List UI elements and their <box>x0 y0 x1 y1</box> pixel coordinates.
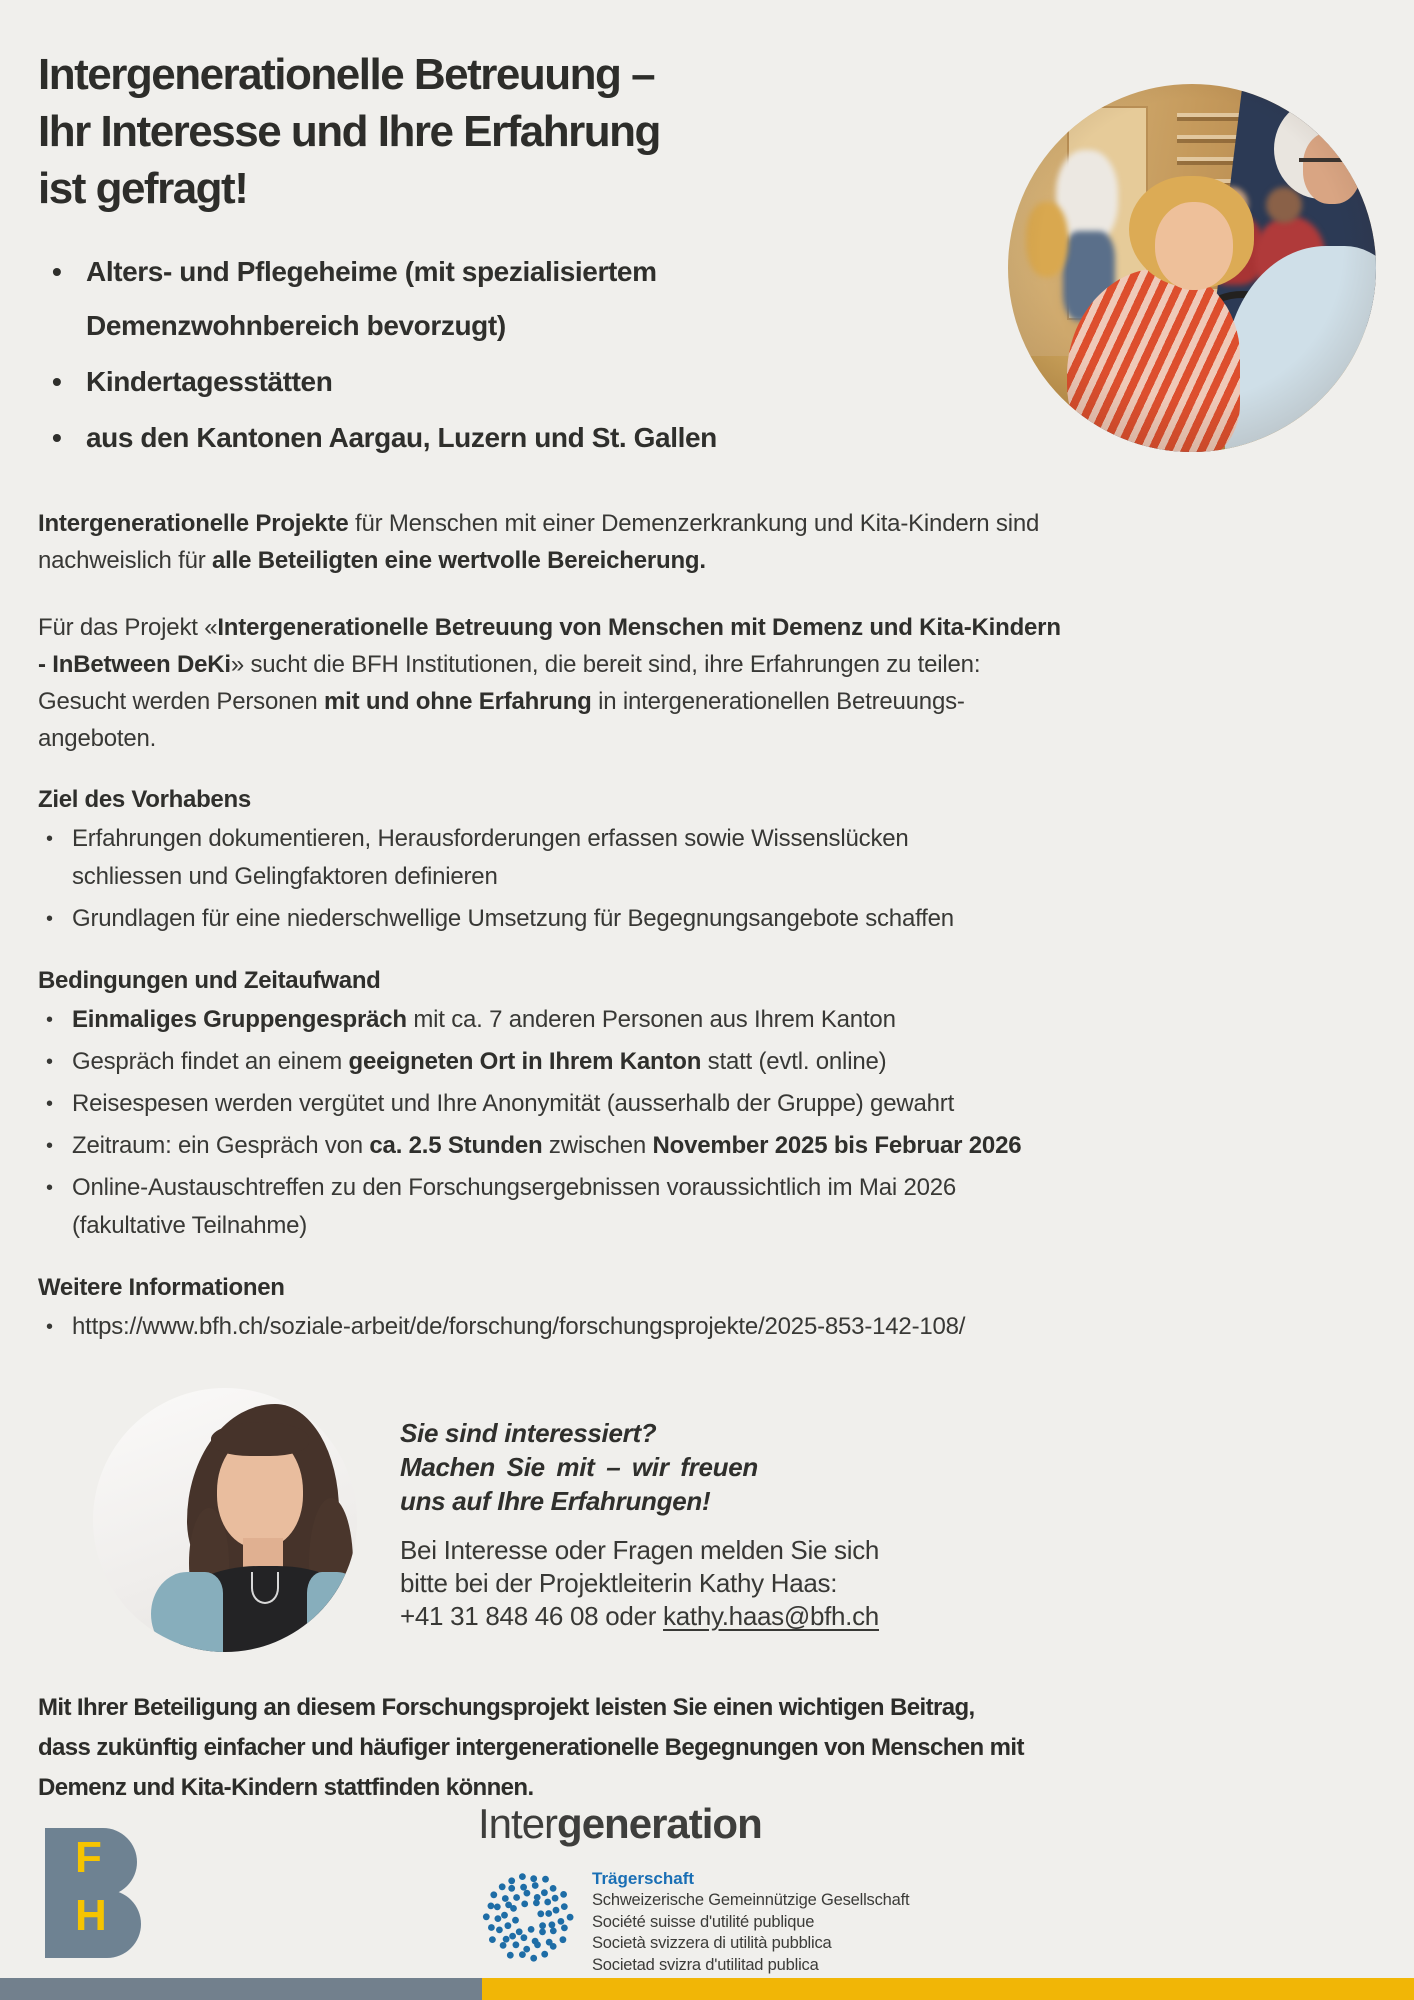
carrier-line: Société suisse d'utilité publique <box>592 1912 815 1931</box>
carrier-line: Societad svizra d'utilitad publica <box>592 1955 819 1974</box>
section-heading-info: Weitere Informationen <box>38 1274 285 1301</box>
contact-block <box>38 1388 1114 1652</box>
paragraph-projects: Intergenerationelle Projekte für Menschen mit einer Demenzerkrankung und Kita-Kindern sind nachweislich für alle Beteiligten eine wertvolle Bereicherung. <box>38 510 1040 574</box>
project-url-link[interactable]: https://www.bfh.ch/soziale-arbeit/de/forschung/forschungsprojekte/2025-853-142-108/ <box>72 1313 966 1340</box>
list-item: • Alters- und Pflegeheime (mit spezialisiertem Demenzwohnbereich bevorzugt) <box>38 245 798 353</box>
footer-bar <box>0 1978 1414 2000</box>
cta-text: Sie sind interessiert? Machen Sie mit – wir freuen uns auf Ihre Erfahrungen! <box>400 1418 758 1516</box>
sgg-dots-icon <box>477 1864 579 1970</box>
bfh-logo <box>45 1828 145 1958</box>
bfh-letter-f: F <box>75 1833 102 1882</box>
email-link[interactable]: kathy.haas@bfh.ch <box>663 1601 879 1631</box>
list-item: • Online-Austauschtreffen zu den Forschungsergebnissen voraussichtlich im Mai 2026 (fakultative Teilnahme) <box>38 1169 1108 1245</box>
title-line-1: Intergenerationelle Betreuung – <box>38 50 655 99</box>
section-heading-conditions: Bedingungen und Zeitaufwand <box>38 967 381 994</box>
title-line-2: Ihr Interesse und Ihre Erfahrung <box>38 107 660 156</box>
carrier-block <box>592 1868 909 1976</box>
carrier-line: Schweizerische Gemeinnützige Gesellschaft <box>592 1891 910 1909</box>
conditions-list <box>38 1001 1108 1245</box>
info-list <box>38 1308 1108 1346</box>
paragraph-project-search: Für das Projekt «Intergenerationelle Betreuung von Menschen mit Demenz und Kita-Kindern - InBetween DeKi» sucht die BFH Institutionen, die bereit sind, ihre Erfahrungen zu teilen: Gesucht werden Personen mit und ohne Erfahrung in intergenerationellen Betreuungs- angeboten. <box>38 614 1061 752</box>
carrier-title: Trägerschaft <box>592 1869 695 1888</box>
list-item: • aus den Kantonen Aargau, Luzern und St. Gallen <box>38 411 798 465</box>
project-lead-portrait-photo <box>93 1388 357 1652</box>
contact-info-text: Bei Interesse oder Fragen melden Sie sich bitte bei der Projektleiterin Kathy Haas: +41 31 848 46 08 oder kathy.haas@bfh.ch <box>400 1535 880 1631</box>
page-title <box>38 46 1114 217</box>
list-item: • Zeitraum: ein Gespräch von ca. 2.5 Stunden zwischen November 2025 bis Februar 2026 <box>38 1127 1108 1165</box>
closing-paragraph: Mit Ihrer Beteiligung an diesem Forschungsprojekt leisten Sie einen wichtigen Beitrag, dass zukünftig einfacher und häufiger intergenerationelle Begegnungen von Menschen mit Demenz und Kita-Kindern stattfinden können. <box>38 1694 1024 1801</box>
carrier-line: Società svizzera di utilità pubblica <box>592 1934 832 1952</box>
target-groups-list <box>38 245 798 465</box>
phone-number: +41 31 848 46 08 oder <box>400 1601 664 1631</box>
list-item: • Einmaliges Gruppengespräch mit ca. 7 anderen Personen aus Ihrem Kanton <box>38 1001 1108 1039</box>
goals-list <box>38 820 1108 938</box>
section-heading-goals: Ziel des Vorhabens <box>38 786 251 813</box>
list-item: • Reisespesen werden vergütet und Ihre Anonymität (ausserhalb der Gruppe) gewahrt <box>38 1085 1108 1123</box>
footer-bar-slate <box>0 1978 482 2000</box>
list-item <box>38 1308 1108 1346</box>
list-item: • Kindertagesstätten <box>38 355 798 409</box>
bfh-letter-h: H <box>75 1891 107 1940</box>
footer-bar-yellow <box>482 1978 1414 2000</box>
list-item: • Erfahrungen dokumentieren, Herausforderungen erfassen sowie Wissenslücken schliessen und Gelingfaktoren definieren <box>38 820 1108 896</box>
intergeneration-wordmark: Intergeneration <box>478 1800 762 1847</box>
list-item: • Gespräch findet an einem geeigneten Ort in Ihrem Kanton statt (evtl. online) <box>38 1043 1108 1081</box>
list-item: • Grundlagen für eine niederschwellige Umsetzung für Begegnungsangebote schaffen <box>38 900 1108 938</box>
title-line-3: ist gefragt! <box>38 164 248 213</box>
